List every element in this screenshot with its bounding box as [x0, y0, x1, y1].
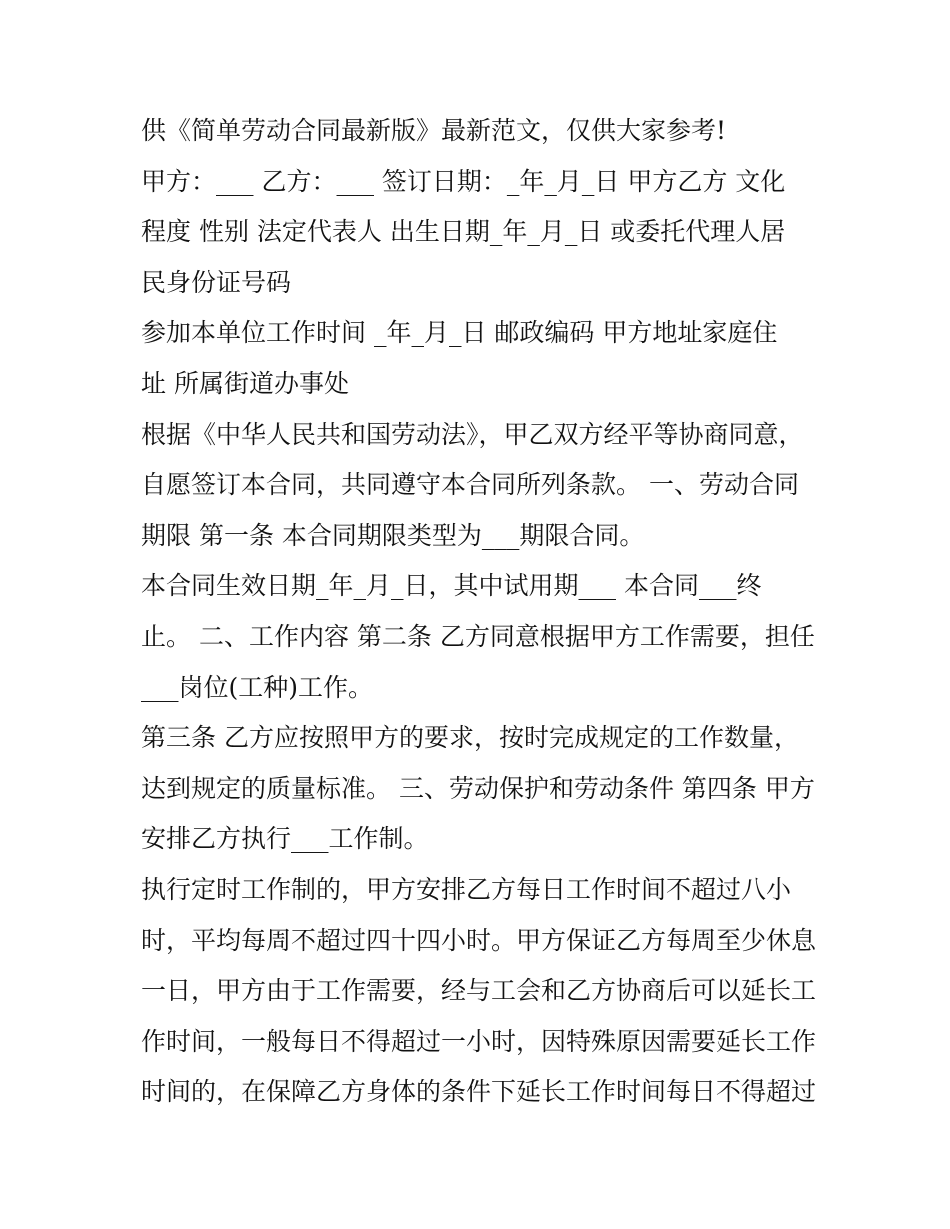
text-line: 参加本单位工作时间 _年_月_日 邮政编码 甲方地址家庭住: [141, 318, 778, 348]
document-body: [141, 106, 821, 1118]
text-line: 址 所属街道办事处: [141, 368, 349, 398]
text-line: 止。 二、工作内容 第二条 乙方同意根据甲方工作需要，担任: [141, 621, 815, 651]
text-line: 作时间，一般每日不得超过一小时，因特殊原因需要延长工作: [141, 1026, 817, 1056]
text-line: 民身份证号码: [141, 267, 292, 297]
text-line: 时，平均每周不超过四十四小时。甲方保证乙方每周至少休息: [141, 925, 817, 955]
text-line: 根据《中华人民共和国劳动法》，甲乙双方经平等协商同意，: [141, 419, 804, 449]
text-line: 甲方：___ 乙方：___ 签订日期：_年_月_日 甲方乙方 文化: [141, 166, 786, 196]
text-line: 安排乙方执行___工作制。: [141, 824, 429, 854]
text-line: 执行定时工作制的，甲方安排乙方每日工作时间不超过八小: [141, 874, 792, 904]
text-line: 第三条 乙方应按照甲方的要求，按时完成规定的工作数量，: [141, 723, 799, 753]
text-line: 程度 性别 法定代表人 出生日期_年_月_日 或委托代理人居: [141, 217, 786, 247]
text-line: 本合同生效日期_年_月_日，其中试用期___ 本合同___终: [141, 571, 762, 601]
text-line: 供《简单劳动合同最新版》最新范文，仅供大家参考!: [141, 116, 727, 145]
text-line: 一日，甲方由于工作需要，经与工会和乙方协商后可以延长工: [141, 976, 817, 1006]
text-line: 期限 第一条 本合同期限类型为___期限合同。: [141, 520, 645, 550]
text-line: ___岗位(工种)工作。: [141, 672, 374, 702]
text-line: 达到规定的质量标准。 三、劳动保护和劳动条件 第四条 甲方: [141, 773, 815, 803]
text-line: 自愿签订本合同，共同遵守本合同所列条款。 一、劳动合同: [141, 470, 799, 500]
text-line: 时间的，在保障乙方身体的条件下延长工作时间每日不得超过: [141, 1077, 817, 1107]
